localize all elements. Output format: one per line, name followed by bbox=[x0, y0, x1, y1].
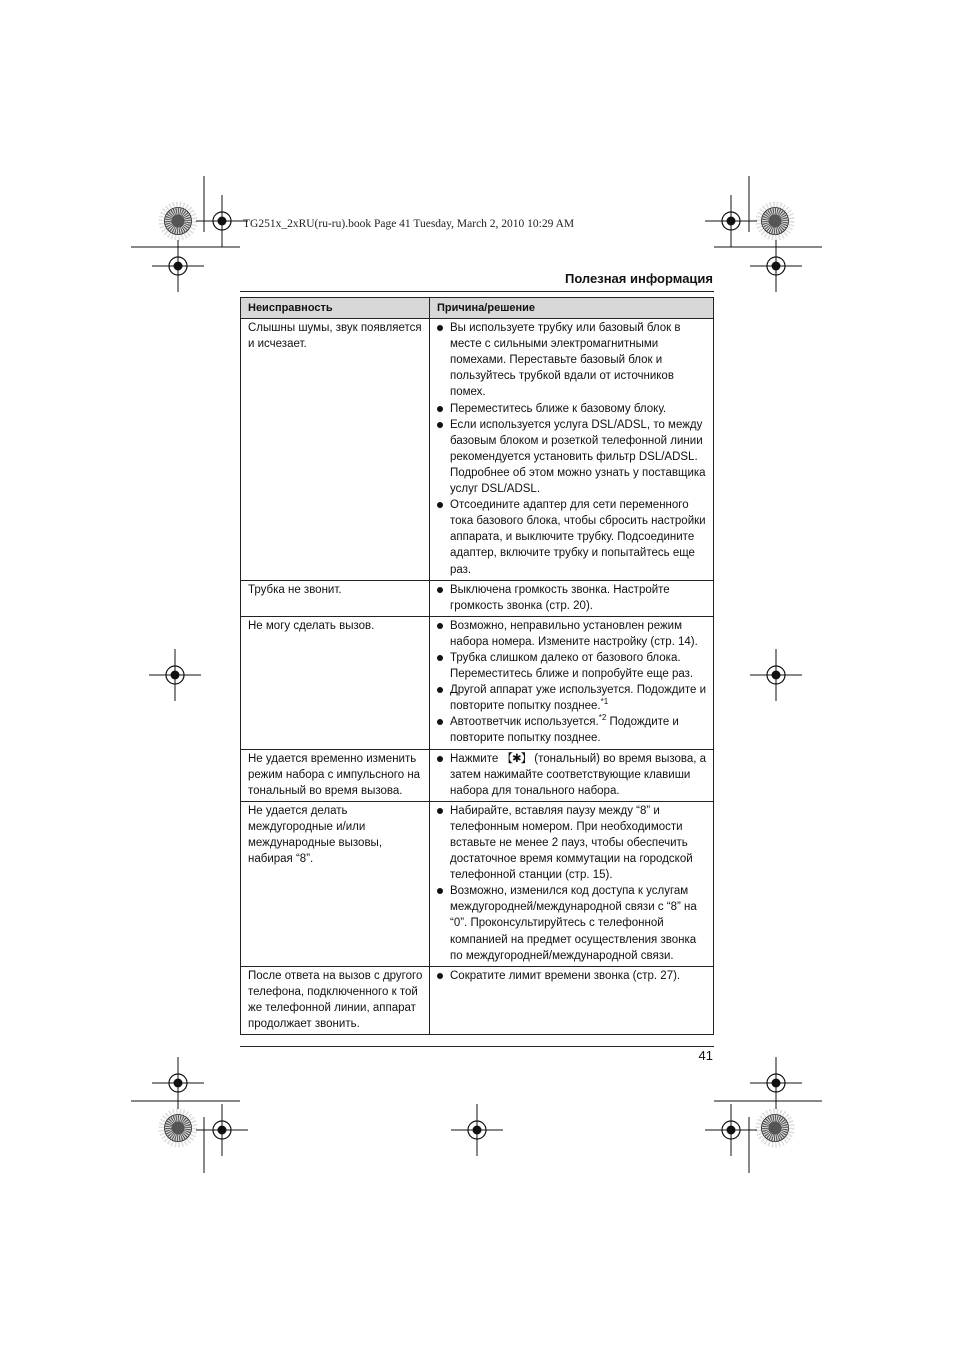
cause-item bbox=[436, 417, 707, 497]
cause-text: Выключена громкость звонка. Настройте громкость звонка (стр. 20). bbox=[450, 583, 670, 612]
page-number: 41 bbox=[698, 1048, 713, 1063]
troubleshooting-table bbox=[240, 297, 714, 1035]
column-header-problem: Неисправность bbox=[241, 298, 430, 319]
cause-item bbox=[436, 582, 707, 614]
print-file-info: TG251x_2xRU(ru-ru).book Page 41 Tuesday, March 2, 2010 10:29 AM bbox=[243, 218, 575, 230]
column-header-cause: Причина/решение bbox=[430, 298, 714, 319]
problem-cell: После ответа на вызов с другого телефона, подключенного к той же телефонной линии, аппарат продолжает звонить. bbox=[241, 966, 430, 1034]
tone-key-icon: 【✱】 bbox=[501, 752, 532, 765]
cause-text: Возможно, изменился код доступа к услугам междугородней/международной связи с “8” на “0”. Проконсультируйтесь с телефонной компанией на предмет осуществления звонка по междугородней/международной связи. bbox=[450, 885, 697, 962]
cause-item bbox=[436, 803, 707, 883]
table-row bbox=[241, 580, 714, 616]
cause-text: Переместитесь ближе к базовому блоку. bbox=[450, 402, 667, 415]
problem-cell: Трубка не звонит. bbox=[241, 580, 430, 616]
cause-item bbox=[436, 650, 707, 682]
table-row bbox=[241, 616, 714, 749]
section-title: Полезная информация bbox=[564, 271, 713, 286]
cause-cell bbox=[430, 616, 714, 749]
cause-text-continued: Подождите и повторите попытку позднее. bbox=[450, 716, 679, 745]
cause-cell bbox=[430, 580, 714, 616]
cause-text: Отсоедините адаптер для сети переменного тока базового блока, чтобы сбросить настройки аппарата, и выключите трубку. Подсоедините адаптер, включите трубку и попытайтесь еще раз. bbox=[450, 499, 706, 576]
cause-list bbox=[436, 803, 707, 964]
cause-list bbox=[436, 968, 707, 984]
cause-list bbox=[436, 320, 707, 578]
footnote-ref: *2 bbox=[598, 713, 607, 723]
problem-cell: Не удается делать междугородные и/или международные вызовы, набирая “8”. bbox=[241, 801, 430, 966]
cause-text: Если используется услуга DSL/ADSL, то между базовым блоком и розеткой телефонной линии рекомендуется установить фильтр DSL/ADSL. Подробнее об этом можно узнать у поставщика услуг DSL/ADSL. bbox=[450, 418, 706, 496]
cause-item bbox=[436, 714, 707, 746]
table-row bbox=[241, 749, 714, 801]
footer-rule bbox=[240, 1046, 714, 1047]
cause-text: Автоответчик используется. bbox=[450, 716, 599, 729]
cause-item bbox=[436, 497, 707, 577]
cause-item bbox=[436, 682, 707, 714]
cause-item bbox=[436, 401, 707, 417]
cause-list bbox=[436, 618, 707, 747]
table-row bbox=[241, 319, 714, 581]
table-row bbox=[241, 801, 714, 966]
cause-item bbox=[436, 320, 707, 400]
footnote-ref: *1 bbox=[600, 697, 609, 707]
cause-item bbox=[436, 751, 707, 799]
cause-text: Набирайте, вставляя паузу между “8” и телефонным номером. При необходимости вставьте не менее 2 пауз, чтобы обеспечить достаточное время коммутации на городской телефонной станции (стр. 15). bbox=[450, 804, 693, 882]
cause-text: Вы используете трубку или базовый блок в месте с сильными электромагнитными помехами. Переставьте базовый блок и пользуйтесь трубкой вдали от источников помех. bbox=[450, 322, 681, 399]
cause-item bbox=[436, 883, 707, 963]
cause-cell bbox=[430, 749, 714, 801]
table-header-row bbox=[241, 298, 714, 319]
cause-text-continued: (тональный) во время вызова, а затем нажимайте соответствующие клавиши набора для тонального набора. bbox=[450, 752, 707, 797]
cause-text: Возможно, неправильно установлен режим набора номера. Измените настройку (стр. 14). bbox=[450, 619, 698, 648]
cause-text: Нажмите bbox=[450, 752, 502, 765]
cause-cell bbox=[430, 801, 714, 966]
cause-text: Другой аппарат уже используется. Подождите и повторите попытку позднее. bbox=[450, 684, 707, 713]
problem-cell: Не удается временно изменить режим набора с импульсного на тональный во время вызова. bbox=[241, 749, 430, 801]
cause-list bbox=[436, 751, 707, 799]
cause-item bbox=[436, 618, 707, 650]
table-row bbox=[241, 966, 714, 1034]
header-rule bbox=[240, 291, 714, 292]
problem-cell: Не могу сделать вызов. bbox=[241, 616, 430, 749]
problem-cell: Слышны шумы, звук появляется и исчезает. bbox=[241, 319, 430, 581]
cause-cell bbox=[430, 966, 714, 1034]
cause-text: Сократите лимит времени звонка (стр. 27). bbox=[450, 969, 681, 982]
cause-item bbox=[436, 968, 707, 984]
cause-text: Трубка слишком далеко от базового блока. Переместитесь ближе и попробуйте еще раз. bbox=[450, 651, 694, 681]
cause-list bbox=[436, 582, 707, 614]
cause-cell bbox=[430, 319, 714, 581]
